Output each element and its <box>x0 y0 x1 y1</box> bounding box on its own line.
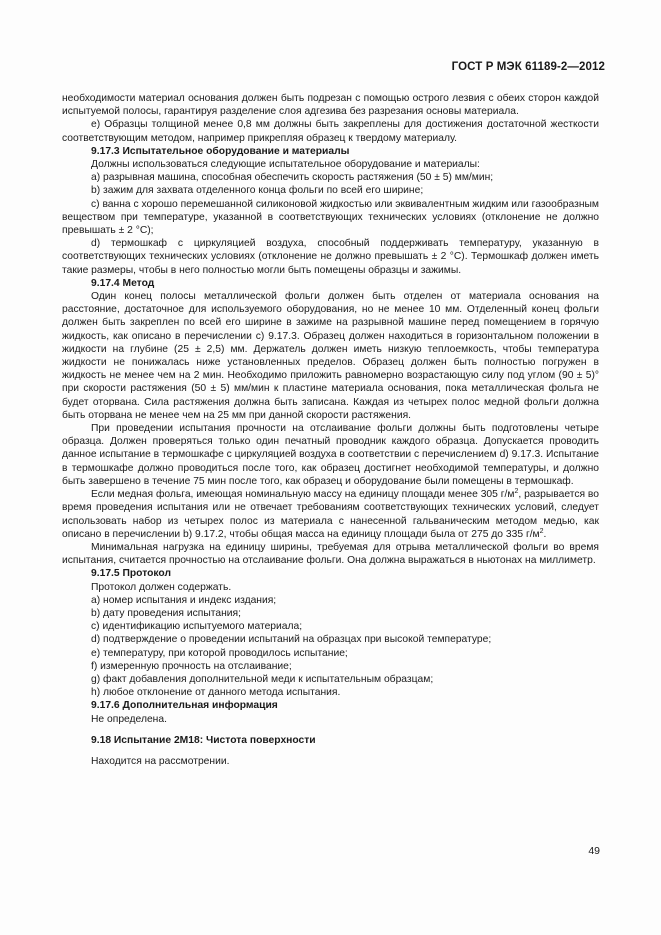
list-item: а) номер испытания и индекс издания; <box>91 594 277 606</box>
list-item: b) зажим для захвата отделенного конца фольги по всей его ширине; <box>91 185 424 197</box>
paragraph: Один конец полосы металлической фольги должен быть отделен от материала основания на расстояние, достаточное для используемого оборудования, но не менее 10 мм. Отделенный конец фольги должен быть закреплен по всей его ширине в зажиме на разрывной машине перед помещением в горячую жидкость, как описано в перечислении с) 9.17.3. Образец должен находиться в горизонтальном положении в жидкости на глубине (25 ± 2,5) мм. Держатель должен иметь низкую теплоемкость, чтобы температура жидкости не понижалась ниже установленных пределов. Образец должен быть полностью погружен в жидкость не менее чем на 2 мин. Необходимо приложить равномерно возрастающую силу под углом (90 ± 5)° при скорости растяжения (50 ± 5) мм/мин к пластине материала основания, пока металлическая фольга не будет оторвана. Сила растяжения должна быть записана. Каждая из четырех полос медной фольги должна быть оторвана не менее чем на 25 мм при данной скорости растяжения. <box>62 291 599 421</box>
section-heading-9-18: 9.18 Испытание 2М18: Чистота поверхности <box>91 734 316 746</box>
list-item: g) факт добавления дополнительной меди к испытательным образцам; <box>91 673 434 685</box>
text-run: , разрывается во время проведения испытания или не отвечает требованиям соответствующих технических условий, следует использовать набор из четырех полос из материала с нанесенной гальваническим методом медью, как описано в перечислении b) 9.17.2, чтобы общая масса на единицу площади была от 275 до 335 г/м <box>62 489 599 540</box>
standard-header: ГОСТ Р МЭК 61189-2—2012 <box>451 61 605 73</box>
list-item: d) термошкаф с циркуляцией воздуха, способный поддерживать температуру, указанную в соответствующих технических условиях (отклонение не должно превышать ± 2 °С). Термошкаф должен иметь такие размеры, чтобы в него полностью могли быть помещены образцы и зажимы. <box>62 238 599 276</box>
section-heading-9-17-6: 9.17.6 Дополнительная информация <box>91 700 278 712</box>
list-item: d) подтверждение о проведении испытаний на образцах при высокой температуре; <box>91 634 492 646</box>
paragraph <box>62 488 599 541</box>
superscript: 2 <box>539 527 544 535</box>
section-heading-9-17-4: 9.17.4 Метод <box>91 277 155 289</box>
list-item: b) дату проведения испытания; <box>91 607 241 619</box>
section-heading-9-17-5: 9.17.5 Протокол <box>91 568 172 580</box>
paragraph: Должны использоваться следующие испытательное оборудование и материалы: <box>91 159 480 171</box>
text-run: . <box>543 528 547 540</box>
page-number: 49 <box>588 845 600 857</box>
document-body <box>62 92 599 768</box>
text-run: Если медная фольга, имеющая номинальную массу на единицу площади менее 305 г/м <box>91 489 515 501</box>
list-item: е) температуру, при которой проводилось испытание; <box>91 647 348 659</box>
paragraph: При проведении испытания прочности на отслаивание фольги должны быть подготовлены четыре образца. Должен проверяться только один печатный проводник каждого образца. Допускается проводить данное испытание в термошкафе с циркуляцией воздуха в соответствии с перечислением d) 9.17.3. Испытание в термошкафе должно проводиться после того, как образец достигнет необходимой температуры, и должно быть завершено в течение 75 мин после того, как образец и оборудование были помещены в термошкаф. <box>62 423 599 487</box>
list-item: f) измеренную прочность на отслаивание; <box>91 660 292 672</box>
list-item: а) разрывная машина, способная обеспечить скорость растяжения (50 ± 5) мм/мин; <box>91 172 494 184</box>
list-item: h) любое отклонение от данного метода испытания. <box>91 687 341 699</box>
paragraph: е) Образцы толщиной менее 0,8 мм должны быть закреплены для достижения достаточной жесткости соответствующим методом, например прикрепляя образец к твердому материалу. <box>62 119 599 144</box>
paragraph: Находится на рассмотрении. <box>91 755 230 767</box>
paragraph: Протокол должен содержать. <box>91 581 232 593</box>
paragraph: Не определена. <box>91 713 167 725</box>
list-item: с) идентификацию испытуемого материала; <box>91 621 303 633</box>
paragraph: Минимальная нагрузка на единицу ширины, требуемая для отрыва металлической фольги во время испытания, считается прочностью на отслаивание фольги. Она должна выражаться в ньютонах на миллиметр. <box>62 541 599 567</box>
spacer <box>62 747 599 755</box>
paragraph: необходимости материал основания должен быть подрезан с помощью острого лезвия с обеих сторон каждой испытуемой полосы, гарантируя разделение слоя адгезива без разрезания основы материала. <box>62 93 599 118</box>
section-heading-9-17-3: 9.17.3 Испытательное оборудование и материалы <box>91 145 350 157</box>
superscript: 2 <box>514 488 519 496</box>
list-item: с) ванна с хорошо перемешанной силиконовой жидкостью или эквивалентным жидким или газообразным веществом при температуре, указанной в соответствующих технических условиях (отклонение не должно превышать ± 2 °С); <box>62 198 599 237</box>
spacer <box>62 726 599 734</box>
